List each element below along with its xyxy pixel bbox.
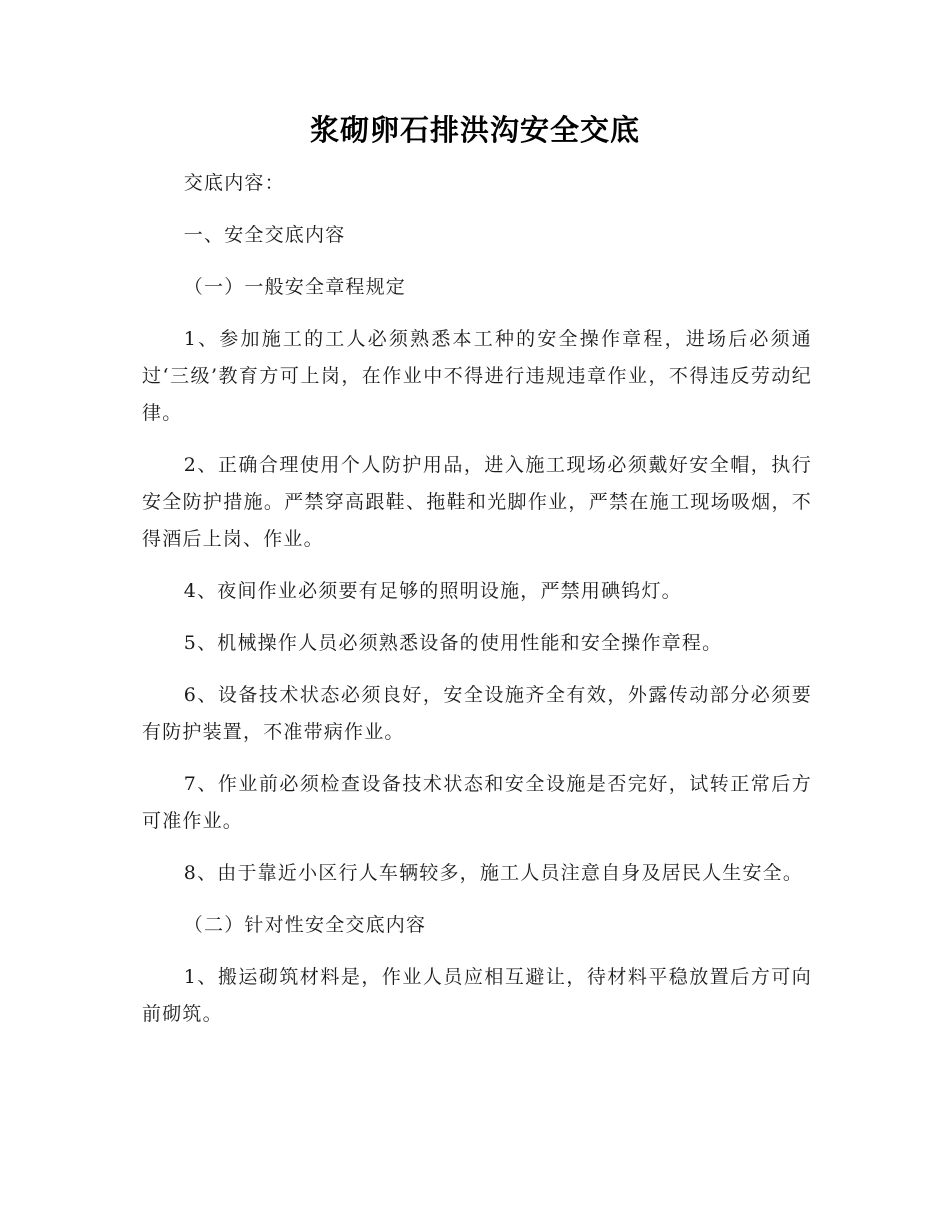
paragraph-item-6: 6、设备技术状态必须良好，安全设施齐全有效，外露传动部分必须要有防护装置，不准带病作业。 xyxy=(142,684,812,743)
paragraph-item-4: 4、夜间作业必须要有足够的照明设施，严禁用碘钨灯。 xyxy=(183,580,682,602)
section-heading-1: 一、安全交底内容 xyxy=(183,224,346,246)
subsection-heading-1: （一）一般安全章程规定 xyxy=(183,276,406,298)
paragraph-specific-item-1: 1、搬运砌筑材料是，作业人员应相互避让，待材料平稳放置后方可向前砌筑。 xyxy=(142,966,812,1025)
subsection-heading-2: （二）针对性安全交底内容 xyxy=(183,914,427,936)
paragraph-item-1: 1、参加施工的工人必须熟悉本工种的安全操作章程，进场后必须通过‘三级’教育方可上岗，在作业中不得进行违规违章作业，不得违反劳动纪律。 xyxy=(142,328,812,424)
paragraph-item-7: 7、作业前必须检查设备技术状态和安全设施是否完好，试转正常后方可准作业。 xyxy=(142,773,812,832)
paragraph-item-2: 2、正确合理使用个人防护用品，进入施工现场必须戴好安全帽，执行安全防护措施。严禁穿高跟鞋、拖鞋和光脚作业，严禁在施工现场吸烟，不得酒后上岗、作业。 xyxy=(142,454,812,550)
document-title: 浆砌卵石排洪沟安全交底 xyxy=(309,113,640,147)
paragraph-item-8: 8、由于靠近小区行人车辆较多，施工人员注意自身及居民人生安全。 xyxy=(183,862,804,884)
document-body xyxy=(142,165,812,1048)
paragraph-intro-label: 交底内容： xyxy=(183,172,285,194)
paragraph-item-5: 5、机械操作人员必须熟悉设备的使用性能和安全操作章程。 xyxy=(183,632,723,654)
